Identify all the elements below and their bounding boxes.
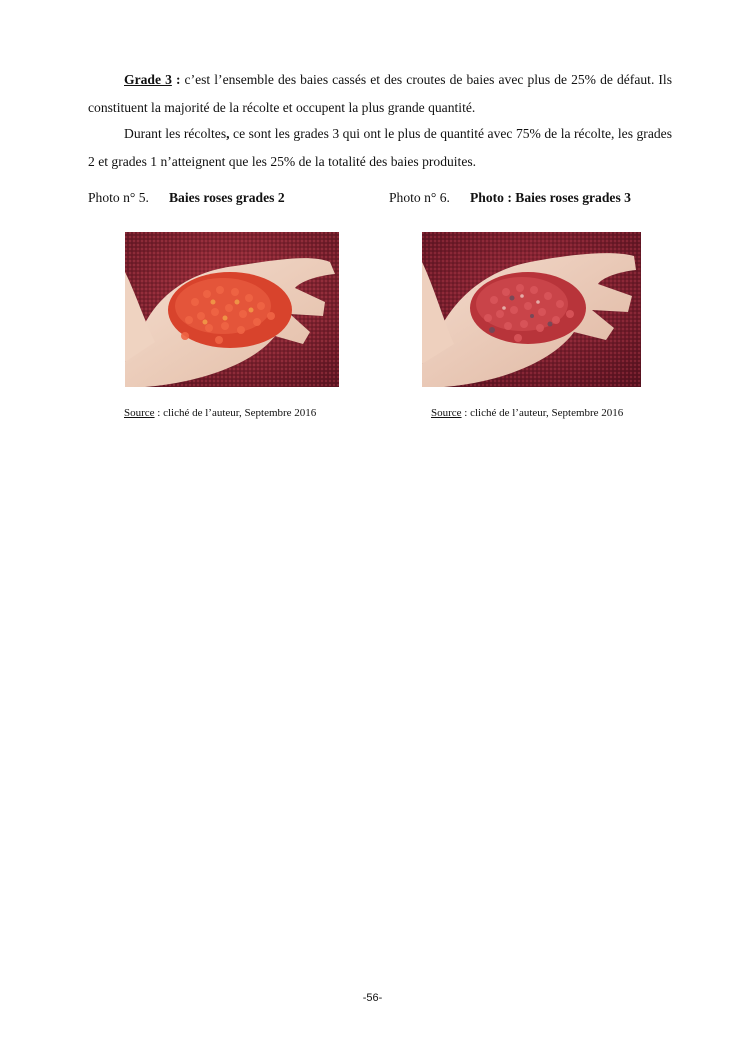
photo-5-caption: [88, 190, 285, 206]
grade-3-label: Grade 3: [124, 72, 172, 87]
photo-5-title: Baies roses grades 2: [168, 190, 285, 205]
grade-3-text: c’est l’ensemble des baies cassés et des croutes de baies avec plus de 25% de défaut. Ils constituent la majorité de la récolte et occupent la plus grande quantité.: [88, 72, 672, 115]
photo-6-title: Photo : Baies roses grades 3: [469, 190, 631, 205]
grade-3-colon: :: [171, 72, 181, 87]
harvest-text-b: ce sont les grades 3 qui ont le plus de quantité avec 75% de la récolte, les grades 2 et grades 1 n’atteignent que les 25% de la totalité des baies produites.: [88, 126, 672, 169]
photo-6-source-label: Source: [431, 407, 462, 419]
photo-5-source-label: Source: [124, 407, 155, 419]
photo-6-image: [422, 232, 641, 387]
photo-6-svg: [422, 232, 641, 387]
photo-6-number: Photo n° 6.: [389, 190, 450, 205]
photo-5-image: [125, 232, 339, 387]
harvest-comma: ,: [226, 126, 230, 141]
paragraph-harvest: [88, 120, 672, 176]
harvest-text-a: Durant les récoltes: [124, 126, 227, 141]
photo-5-source-text: : cliché de l’auteur, Septembre 2016: [154, 407, 317, 419]
photo-6-source-text: : cliché de l’auteur, Septembre 2016: [461, 407, 624, 419]
photo-6-source: [431, 407, 623, 419]
photo-5-source: [124, 407, 316, 419]
photo-6-caption: [389, 190, 631, 206]
photo-5-number: Photo n° 5.: [88, 190, 149, 205]
page-number: -56-: [362, 992, 383, 1004]
photo-5-svg: [125, 232, 339, 387]
paragraph-grade-3: [88, 66, 672, 122]
